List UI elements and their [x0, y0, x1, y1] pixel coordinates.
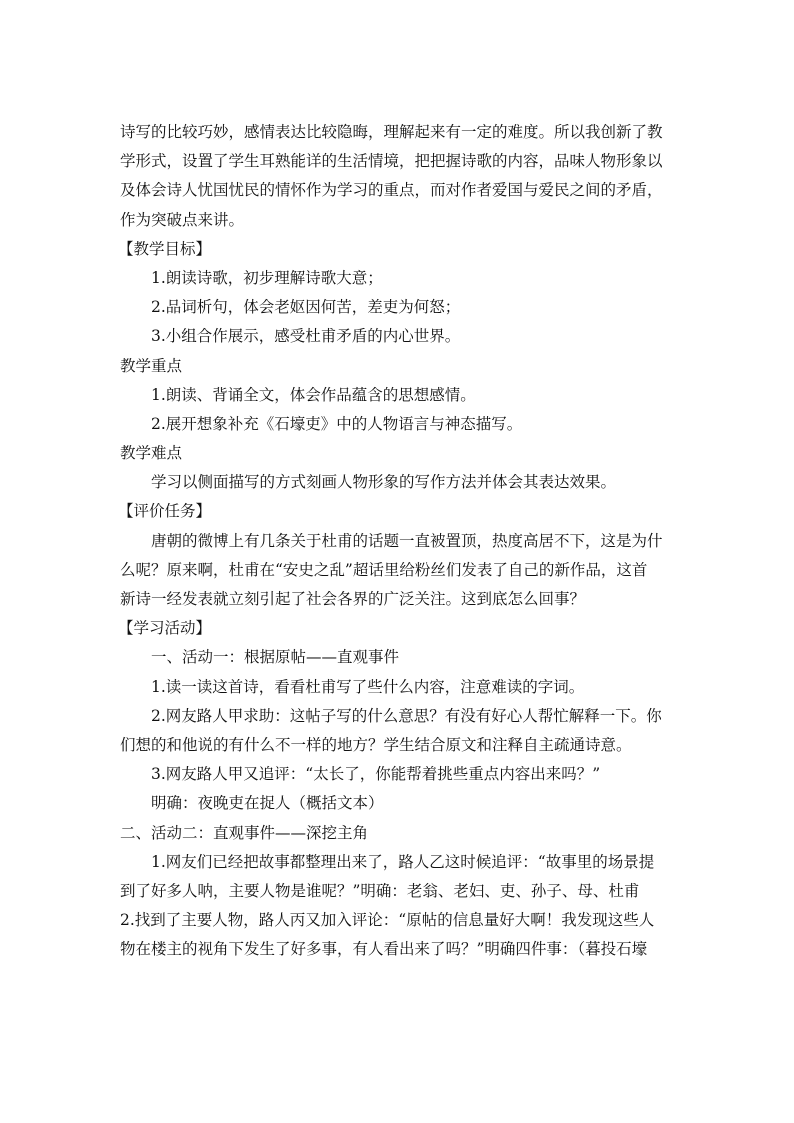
section-heading-teaching-goals: 【教学目标】	[118, 239, 212, 258]
section-heading-evaluation-task: 【评价任务】	[118, 502, 212, 521]
document-page	[120, 118, 680, 964]
list-item: 1.读一读这首诗，看看杜甫写了些什么内容，注意难读的字词。	[151, 677, 585, 696]
section-heading-difficulties: 教学难点	[120, 444, 183, 463]
list-item: 2.展开想象补充《石壕吏》中的人物语言与神态描写。	[151, 414, 523, 433]
subsection-heading: 二、活动二：直观事件——深挖主角	[120, 823, 369, 842]
paragraph-line: 唐朝的微博上有几条关于杜甫的话题一直被置顶，热度高居不下，这是为什	[151, 531, 663, 550]
list-item: 1.朗读、背诵全文，体会作品蕴含的思想感情。	[151, 385, 476, 404]
paragraph-line: 们想的和他说的有什么不一样的地方？学生结合原文和注释自主疏通诗意。	[120, 735, 632, 754]
paragraph-line: 作为突破点来讲。	[120, 210, 245, 229]
list-item: 1.朗读诗歌，初步理解诗歌大意；	[151, 268, 383, 287]
paragraph-line: 学形式，设置了学生耳熟能详的生活情境，把把握诗歌的内容，品味人物形象以	[120, 152, 663, 171]
section-heading-key-points: 教学重点	[120, 356, 183, 375]
paragraph-line: 学习以侧面描写的方式刻画人物形象的写作方法并体会其表达效果。	[151, 473, 617, 492]
list-item: 1.网友们已经把故事都整理出来了，路人乙这时候追评：“故事里的场景提	[151, 852, 655, 871]
subsection-heading: 一、活动一：根据原帖——直观事件	[151, 648, 400, 667]
section-heading-learning-activities: 【学习活动】	[118, 619, 212, 638]
paragraph-line: 及体会诗人忧国忧民的情怀作为学习的重点，而对作者爱国与爱民之间的矛盾，	[120, 181, 663, 200]
paragraph-line: 诗写的比较巧妙，感情表达比较隐晦，理解起来有一定的难度。所以我创新了教	[120, 123, 663, 141]
list-item: 2.找到了主要人物，路人丙又加入评论：“原帖的信息量好大啊！我发现这些人	[120, 911, 655, 930]
list-item: 3.网友路人甲又追评：“太长了，你能帮着挑些重点内容出来吗？”	[151, 765, 601, 784]
paragraph-line: 到了好多人呐，主要人物是谁呢？”明确：老翁、老妇、吏、孙子、母、杜甫	[120, 881, 640, 900]
paragraph-line: 物在楼主的视角下发生了好多事，有人看出来了吗？”明确四件事：（暮投石壕	[120, 940, 648, 959]
list-item: 3.小组合作展示，感受杜甫矛盾的内心世界。	[151, 327, 461, 346]
paragraph-line: 明确：夜晚吏在捉人（概括文本）	[151, 794, 384, 813]
list-item: 2.网友路人甲求助：这帖子写的什么意思？有没有好心人帮忙解释一下。你	[151, 706, 662, 725]
paragraph-line: 么呢？原来啊，杜甫在“安史之乱”超话里给粉丝们发表了自己的新作品，这首	[120, 560, 648, 579]
paragraph-line: 新诗一经发表就立刻引起了社会各界的广泛关注。这到底怎么回事？	[120, 590, 586, 608]
list-item: 2.品词析句，体会老妪因何苦，差吏为何怒；	[151, 298, 461, 317]
